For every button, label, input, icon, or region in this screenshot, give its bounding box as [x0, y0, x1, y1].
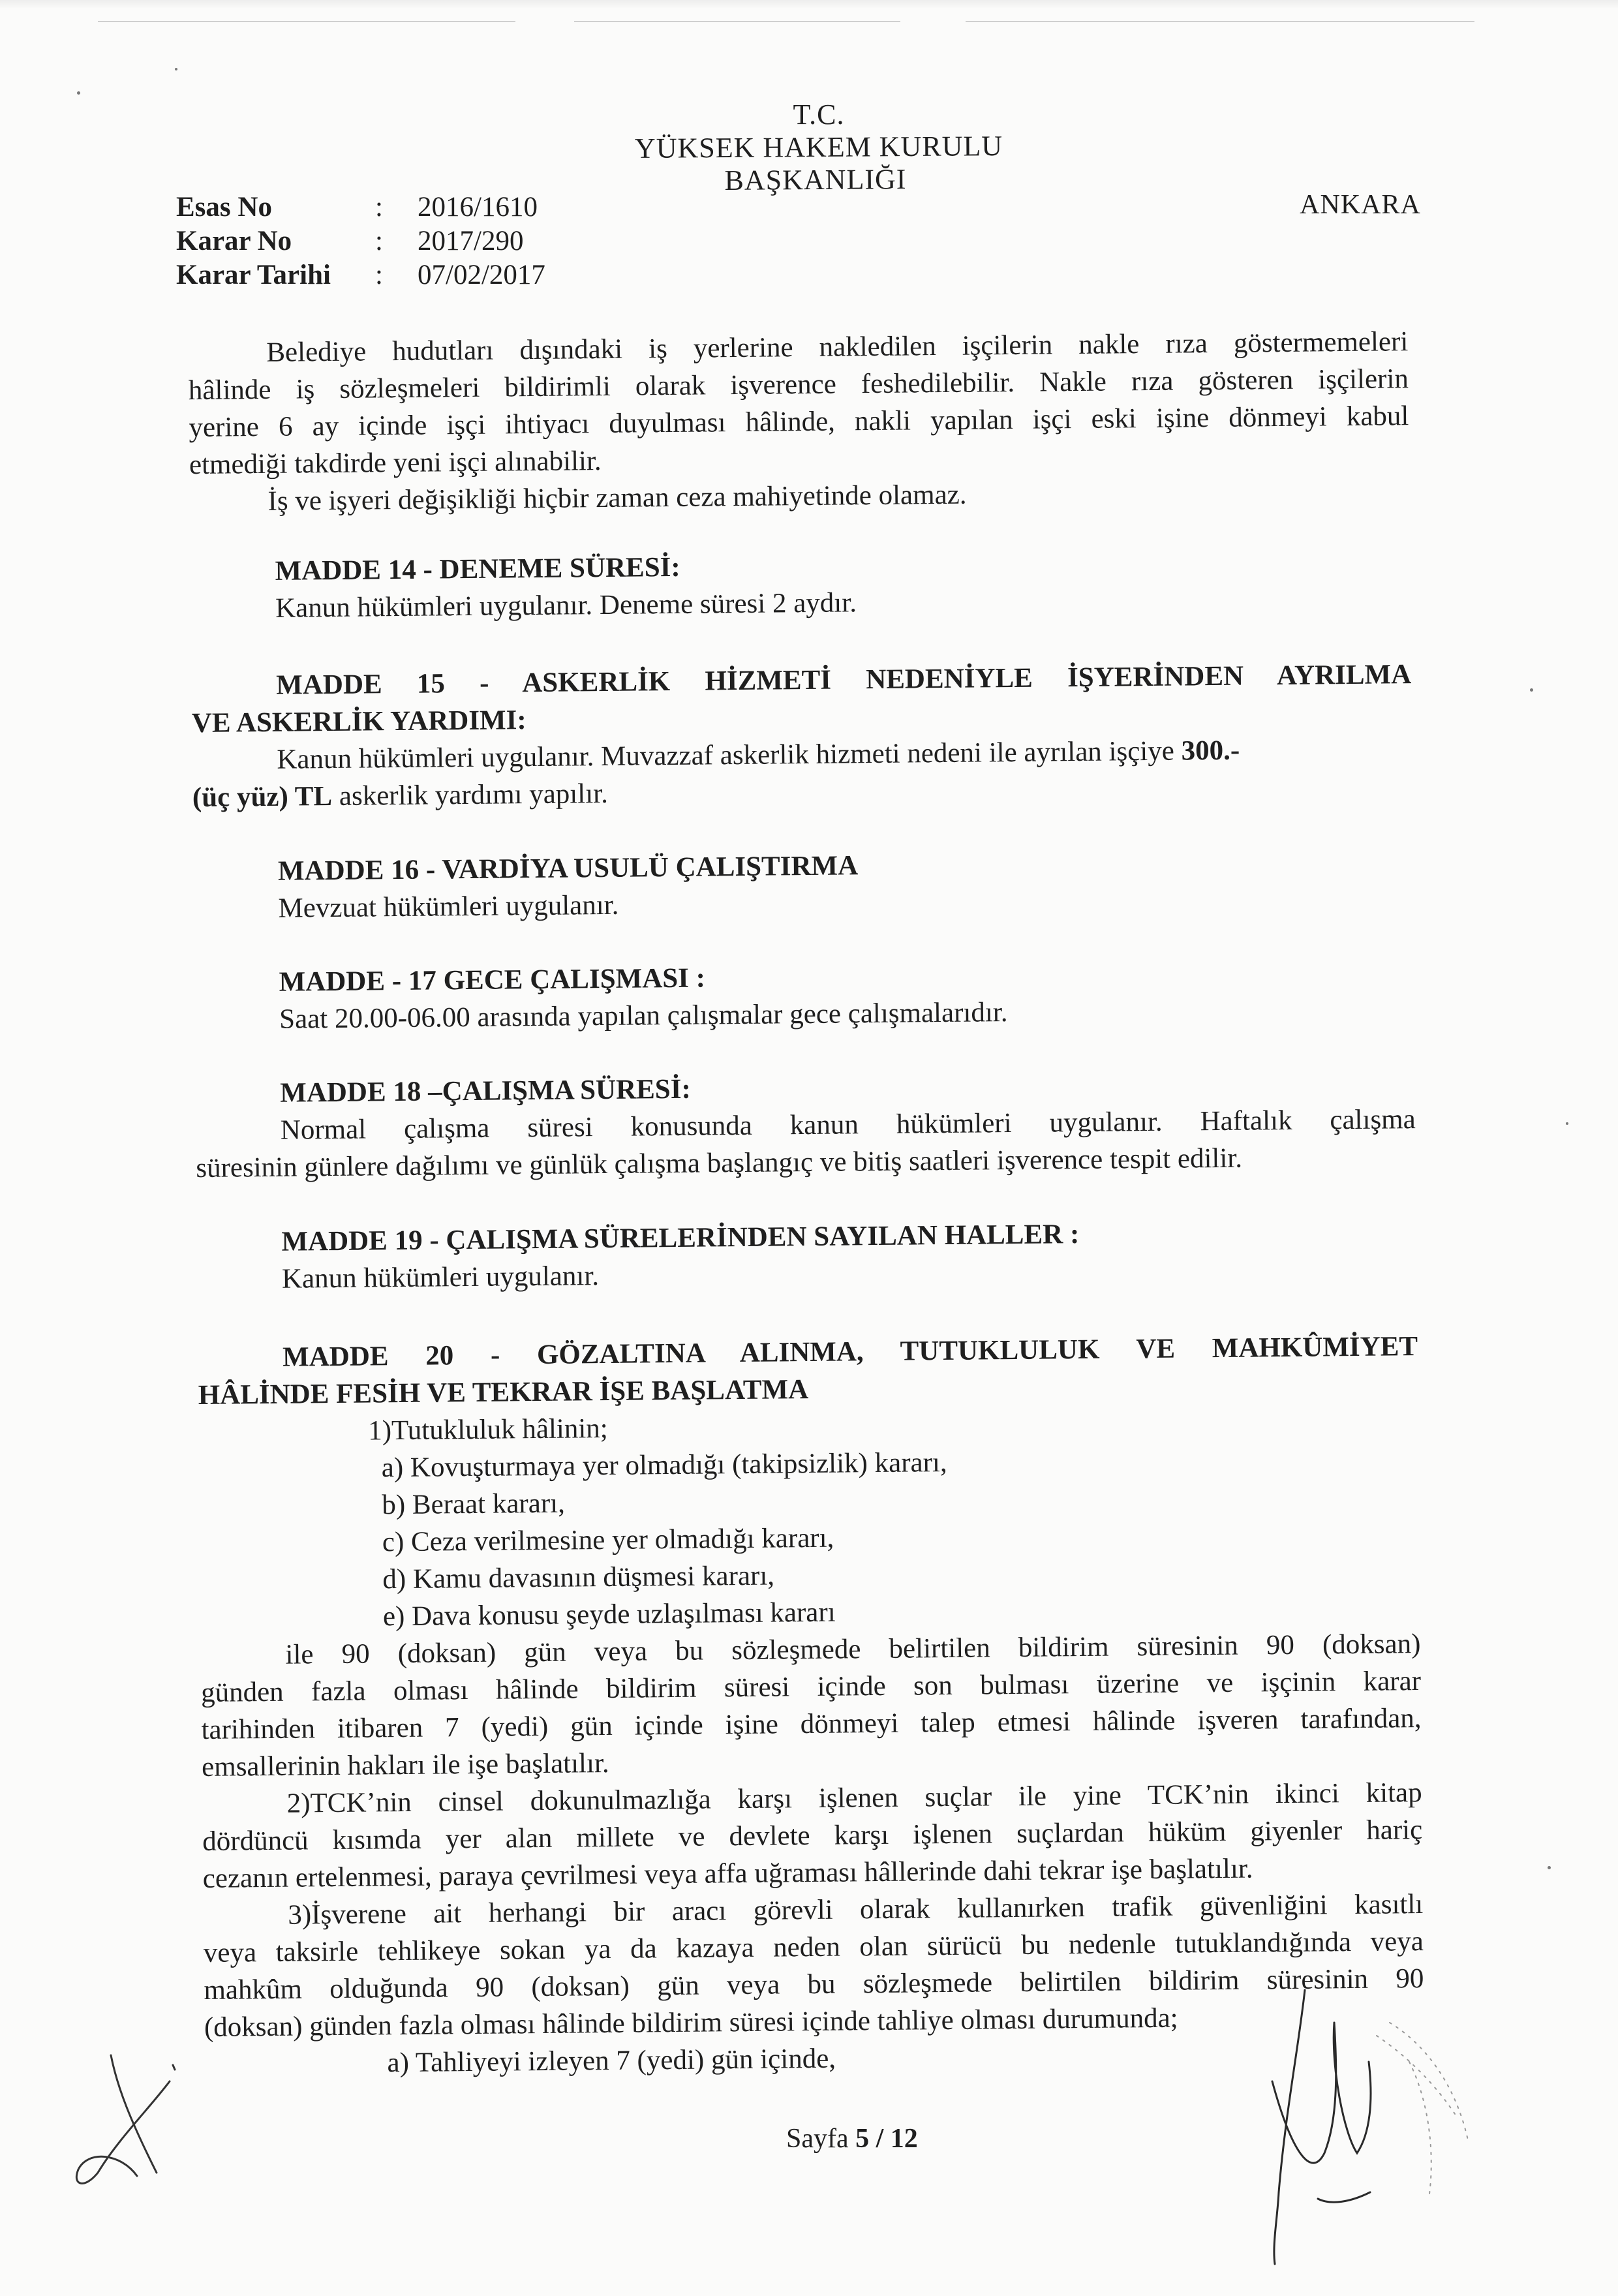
article-19-title: MADDE 19 - ÇALIŞMA SÜRELERİNDEN SAYILAN HALLER :: [281, 1219, 1080, 1257]
article-15-title: MADDE 15 - ASKERLİK HİZMETİ NEDENİYLE İŞYERİNDEN AYRILMA: [276, 659, 1412, 701]
article-20-p3-line: (doksan) günden fazla olması hâlinde bildirim süresi içinde tahliye olması durumunda;: [204, 2002, 1178, 2043]
list-item: c) Ceza verilmesine yer olmadığı kararı,: [382, 1522, 834, 1558]
article-20-p3-line: mahkûm olduğunda 90 (doksan) gün veya bu sözleşmede belirtilen bildirim süresinin 90: [204, 1963, 1424, 2006]
meta-colon: :: [375, 226, 383, 256]
karar-label: Karar No: [176, 226, 292, 256]
article-20-p3-line: veya taksirle tehlikeye sokan ya da kazaya neden olan sürücü bu nedenle tutuklandığında veya: [203, 1926, 1424, 1968]
intro-line: yerine 6 ay içinde işçi ihtiyacı duyulması hâlinde, nakli yapılan işçi eski işine dönmeyi kabul: [189, 401, 1409, 444]
article-16-text: Mevzuat hükümleri uygulanır.: [278, 889, 619, 924]
tarih-label: Karar Tarihi: [176, 260, 331, 290]
article-20-p2-line: cezanın ertelenmesi, paraya çevrilmesi veya affa uğraması hâllerinde dahi tekrar işe başlatılır.: [202, 1853, 1253, 1894]
article-20-p3-line: 3)İşverene ait herhangi bir aracı görevli olarak kullanırken trafik güvenliğini kasıtlı: [288, 1889, 1424, 1931]
header-tc: T.C.: [793, 99, 845, 130]
header-city: ANKARA: [1300, 190, 1421, 220]
article-20-title-cont: HÂLİNDE FESİH VE TEKRAR İŞE BAŞLATMA: [198, 1374, 809, 1411]
article-15-text-part: Kanun hükümleri uygulanır. Muvazzaf askerlik hizmeti nedeni ile ayrılan işçiye: [277, 735, 1175, 775]
intro-line: hâlinde iş sözleşmeleri bildirimli olarak işverence feshedilebilir. Nakle rıza gösteren işçilerin: [188, 363, 1409, 406]
article-20-p1-line: günden fazla olması hâlinde bildirim süresi içinde son bulması üzerine ve işçinin karar: [200, 1666, 1422, 1708]
article-17-title: MADDE - 17 GECE ÇALIŞMASI :: [279, 962, 706, 998]
article-14-title: MADDE 14 - DENEME SÜRESİ:: [275, 551, 680, 587]
meta-colon: :: [375, 192, 383, 222]
list-item: b) Beraat kararı,: [382, 1488, 566, 1521]
initials-signature-right: [1259, 1983, 1540, 2271]
page-prefix: Sayfa: [786, 2124, 849, 2154]
article-20-p1-intro: 1)Tutukluluk hâlinin;: [367, 1413, 608, 1446]
intro-line: İş ve işyeri değişikliği hiçbir zaman ceza mahiyetinde olamaz.: [267, 479, 967, 517]
page-count: 5 / 12: [855, 2124, 918, 2154]
article-20-p2-line: dördüncü kısımda yer alan millete ve devlete karşı işlenen suçlardan hüküm giyenler hariç: [202, 1814, 1423, 1857]
header-institution: YÜKSEK HAKEM KURULU: [634, 130, 1003, 164]
list-item: a) Kovuşturmaya yer olmadığı (takipsizlik) kararı,: [381, 1446, 947, 1484]
article-16-title: MADDE 16 - VARDİYA USULÜ ÇALIŞTIRMA: [277, 850, 859, 887]
article-20-title: MADDE 20 - GÖZALTINA ALINMA, TUTUKLULUK VE MAHKÛMİYET: [282, 1331, 1418, 1373]
article-19-text: Kanun hükümleri uygulanır.: [281, 1261, 600, 1294]
list-item: e) Dava konusu şeyde uzlaşılması kararı: [382, 1597, 836, 1632]
intro-line: etmediği takdirde yeni işçi alınabilir.: [189, 446, 602, 481]
page-number: [786, 2120, 918, 2157]
article-20-p1-line: ile 90 (doksan) gün veya bu sözleşmede belirtilen bildirim süresinin 90 (doksan): [285, 1629, 1421, 1670]
article-17-text: Saat 20.00-06.00 arasında yapılan çalışmalar gece çalışmalarıdır.: [279, 997, 1008, 1035]
article-18-title: MADDE 18 –ÇALIŞMA SÜRESİ:: [280, 1073, 691, 1109]
article-15-title-cont: VE ASKERLİK YARDIMI:: [191, 705, 527, 739]
article-20-p3-item: a) Tahliyeyi izleyen 7 (yedi) gün içinde,: [387, 2043, 836, 2079]
list-item: d) Kamu davasının düşmesi kararı,: [382, 1560, 775, 1595]
article-18-text: Normal çalışma süresi konusunda kanun hükümleri uygulanır. Haftalık çalışma: [280, 1104, 1416, 1146]
article-15-amount: 300.-: [1181, 735, 1240, 767]
meta-colon: :: [375, 260, 383, 290]
article-14-text: Kanun hükümleri uygulanır. Deneme süresi 2 aydır.: [275, 587, 857, 624]
article-15-amount-words: (üç yüz) TL: [192, 780, 333, 814]
article-15-text-part: askerlik yardımı yapılır.: [339, 778, 609, 812]
tarih-value: 07/02/2017: [418, 260, 545, 290]
article-20-p1-line: emsallerinin hakları ile işe başlatılır.: [201, 1747, 609, 1783]
header-presidency: BAŞKANLIĞI: [724, 163, 907, 196]
article-20-p2-line: 2)TCK’nin cinsel dokunulmazlığa karşı işlenen suçlar ile yine TCK’nin ikinci kitap: [286, 1777, 1422, 1819]
article-18-text: süresinin günlere dağılımı ve günlük çalışma başlangıç ve bitiş saatleri işverence tespit edilir.: [196, 1142, 1243, 1184]
article-15-text: [192, 776, 608, 816]
initials-signature-left: [59, 2042, 196, 2205]
esas-label: Esas No: [176, 192, 272, 222]
esas-value: 2016/1610: [418, 192, 538, 222]
intro-line: Belediye hudutları dışındaki iş yerlerine nakledilen işçilerin nakle rıza göstermemeleri: [266, 326, 1409, 368]
article-20-p1-line: tarihinden itibaren 7 (yedi) gün içinde işine dönmeyi talep etmesi hâlinde işveren tarafından,: [201, 1703, 1422, 1745]
karar-value: 2017/290: [418, 226, 524, 256]
